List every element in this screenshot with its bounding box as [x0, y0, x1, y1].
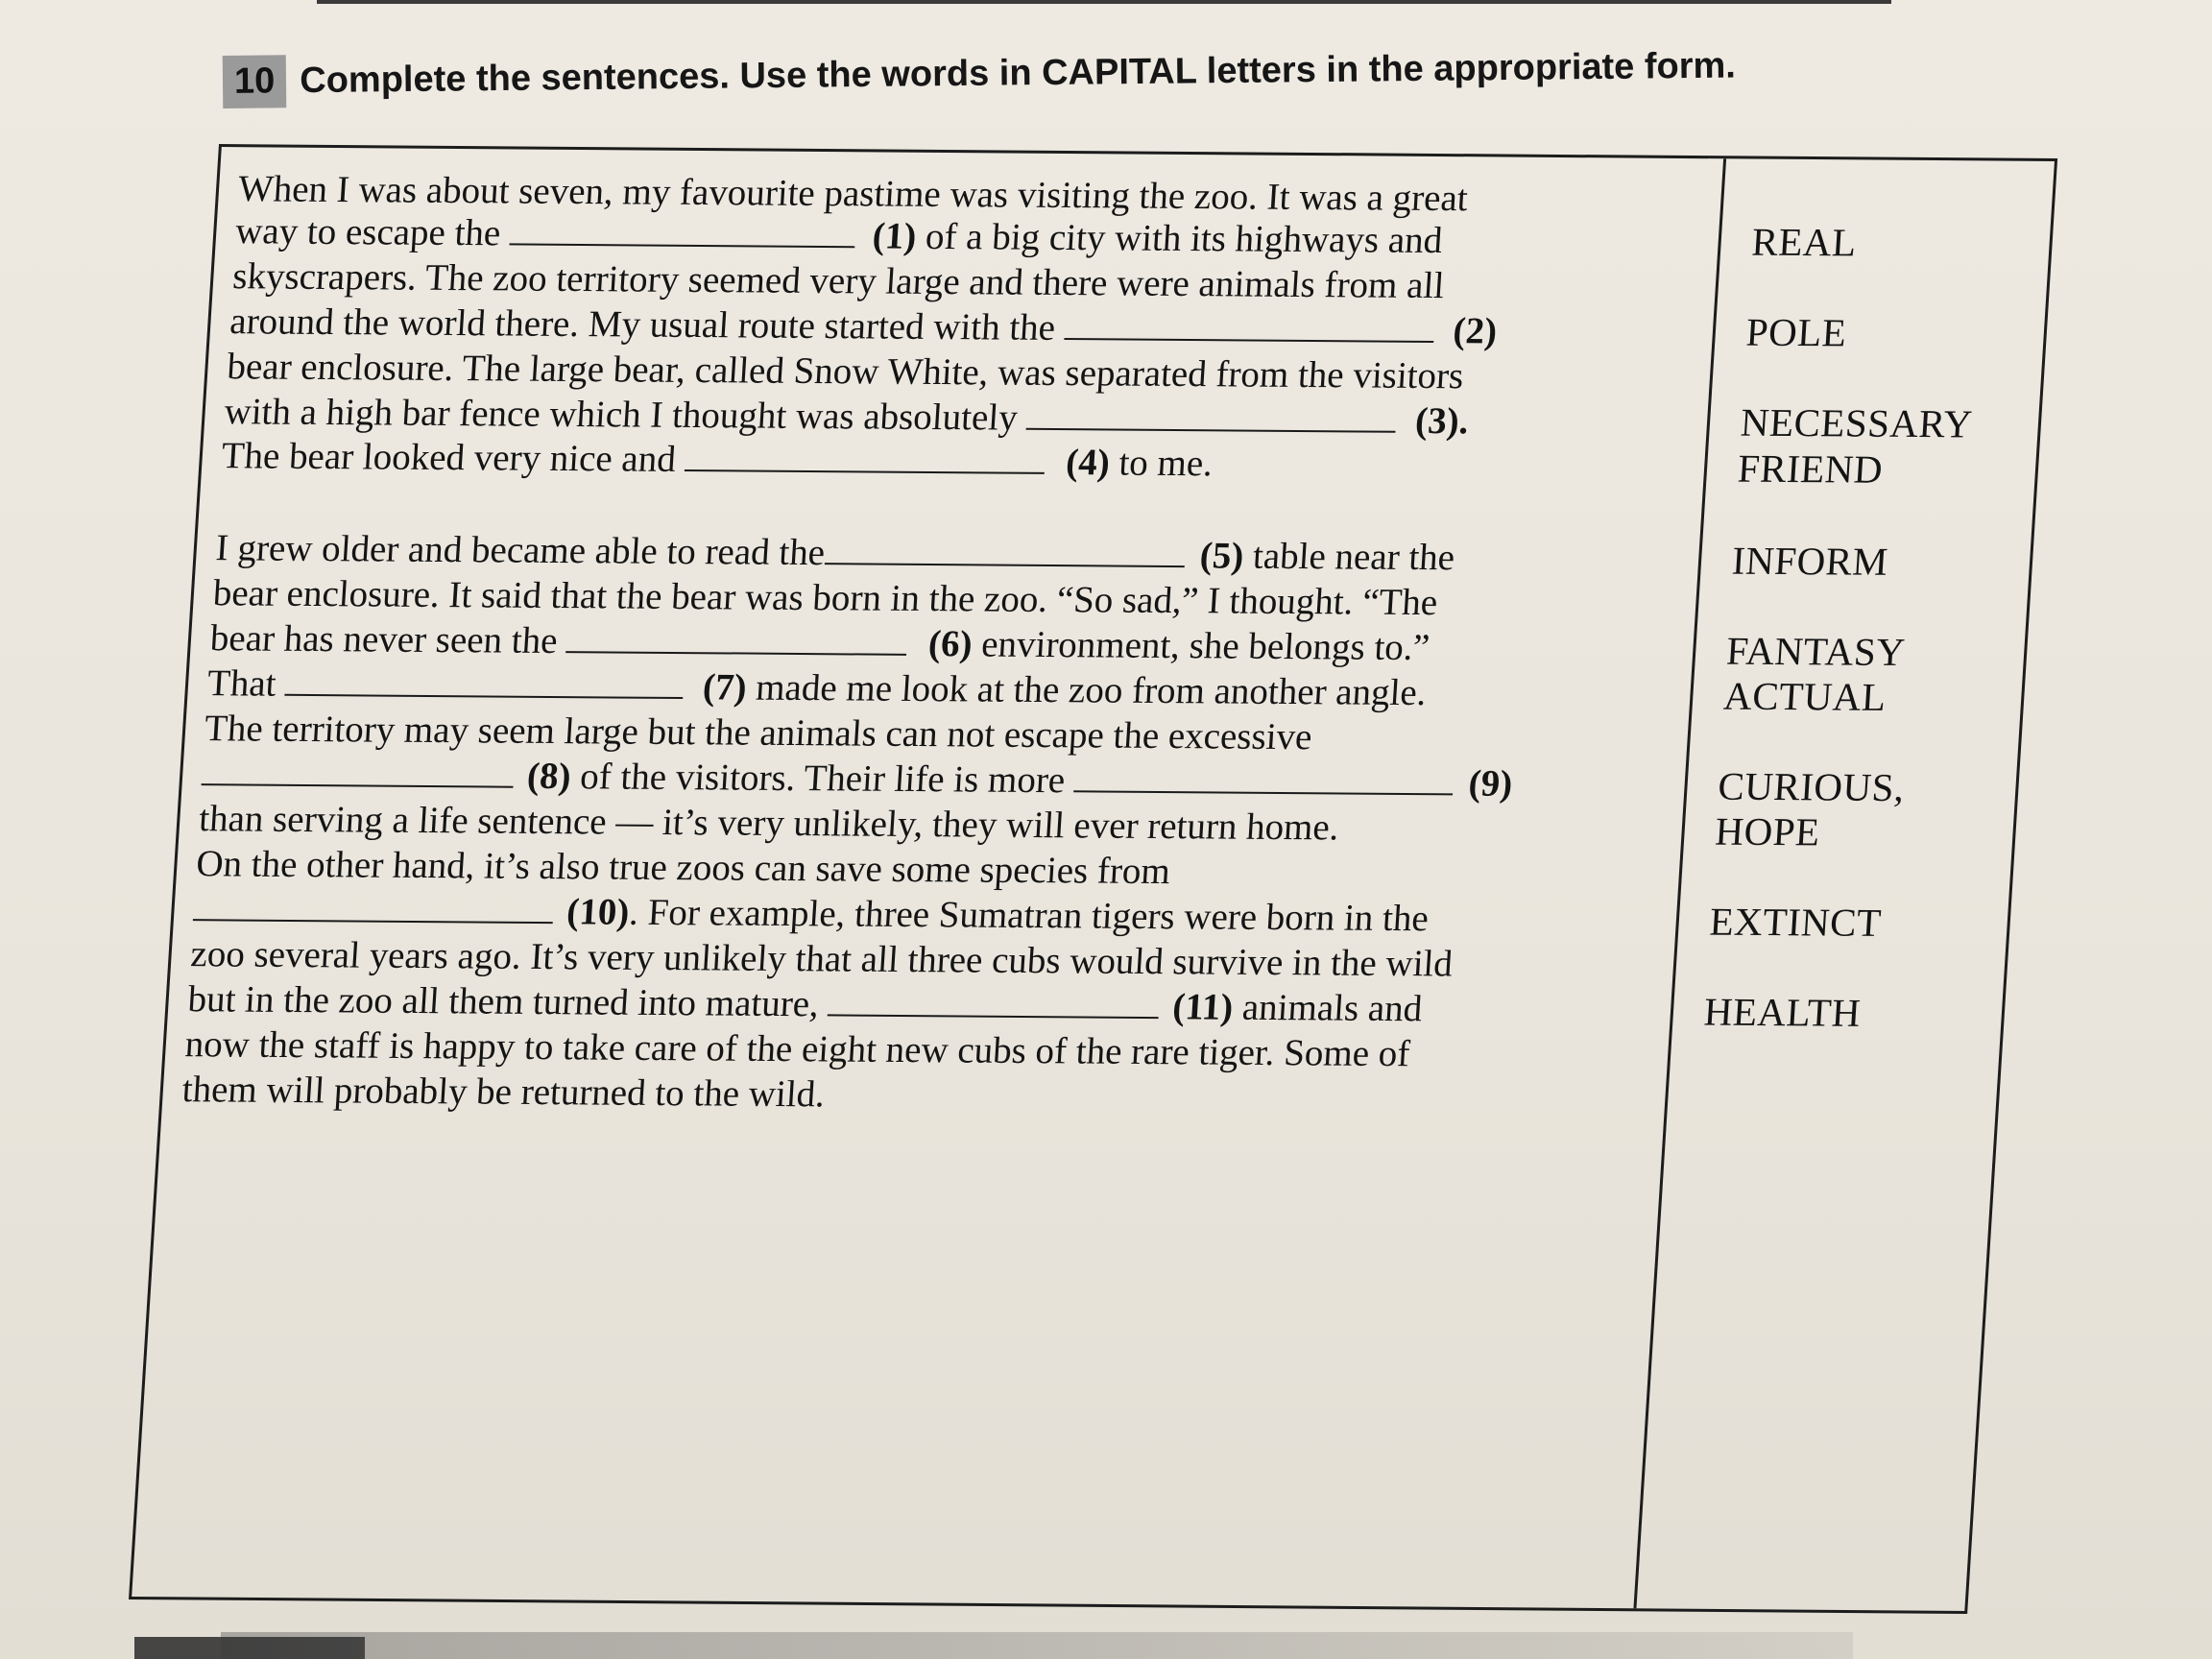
text-line: (10). For example, three Sumatran tigers were born in the	[192, 890, 1430, 937]
gap-number: (3)	[1413, 399, 1461, 443]
top-rule	[317, 0, 1891, 4]
word-actual: ACTUAL	[1721, 673, 1888, 719]
answer-blank-2[interactable]	[1064, 309, 1435, 343]
exercise-number: 10	[223, 55, 287, 108]
answer-blank-8[interactable]	[202, 755, 516, 788]
text-line: (8) of the visitors. Their life is more (9)	[201, 755, 1513, 803]
word-hope: HOPE	[1714, 808, 1822, 854]
column-divider	[1633, 158, 1726, 1608]
answer-blank-1[interactable]	[509, 214, 856, 248]
answer-blank-5[interactable]	[824, 534, 1186, 567]
text-line: than serving a life sentence — it’s very unlikely, they will ever return home.	[198, 798, 1340, 849]
gap-number: (7)	[701, 666, 748, 709]
word-friend: FRIEND	[1736, 445, 1885, 492]
answer-blank-3[interactable]	[1026, 399, 1398, 433]
gap-number: (1)	[871, 215, 918, 257]
gap-number: (10)	[565, 891, 631, 933]
text-line: skyscrapers. The zoo territory seemed very large and there were animals from all	[231, 255, 1446, 307]
text-line: with a high bar fence which I thought was absolutely (3).	[223, 391, 1470, 443]
gap-number: (5)	[1198, 535, 1245, 577]
text-line: The territory may seem large but the animals can not escape the excessive	[203, 708, 1313, 758]
word-real: REAL	[1750, 219, 1859, 265]
text-line: When I was about seven, my favourite pastime was visiting the zoo. It was a great	[236, 168, 1470, 220]
word-necessary: NECESSARY	[1739, 399, 1974, 446]
word-curious: CURIOUS,	[1717, 763, 1907, 810]
gap-number: (8)	[525, 755, 572, 798]
text-line: That (7) made me look at the zoo from another angle.	[205, 662, 1428, 714]
gap-number: (2)	[1452, 310, 1499, 352]
text-line: now the staff is happy to take care of the eight new cubs of the rare tiger. Some of	[183, 1023, 1411, 1075]
text-line: I grew older and became able to read the (5) table near the	[214, 527, 1456, 579]
answer-blank-9[interactable]	[1073, 761, 1455, 795]
text-line: bear enclosure. The large bear, called Snow White, was separated from the visitors	[226, 346, 1465, 397]
text-line: way to escape the (1) of a big city with its highways and	[234, 210, 1444, 262]
exercise-instruction: Complete the sentences. Use the words in CAPITAL letters in the appropriate form.	[300, 45, 1737, 102]
answer-blank-11[interactable]	[828, 985, 1161, 1019]
gap-number: (4)	[1065, 442, 1112, 484]
text-line: bear enclosure. It said that the bear was born in the zoo. “So sad,” I thought. “The	[211, 572, 1439, 624]
word-health: HEALTH	[1702, 989, 1863, 1035]
answer-blank-10[interactable]	[193, 890, 555, 924]
text-line: them will probably be returned to the wild.	[180, 1069, 827, 1116]
text-line: around the world there. My usual route started with the (2)	[228, 301, 1499, 352]
gap-number: (9)	[1467, 762, 1514, 805]
exercise-box	[129, 144, 2057, 1614]
gap-number: (11)	[1171, 986, 1235, 1028]
word-fantasy: FANTASY	[1724, 628, 1907, 675]
text-line: bear has never seen the (6) environment, she belongs to.”	[208, 617, 1431, 669]
word-inform: INFORM	[1730, 538, 1889, 584]
exercise-header	[223, 39, 1736, 108]
answer-blank-4[interactable]	[685, 441, 1046, 474]
text-line: but in the zoo all them turned into mature, (11) animals and	[186, 978, 1424, 1030]
word-pole: POLE	[1744, 309, 1848, 355]
text-line: On the other hand, it’s also true zoos can save some species from	[195, 843, 1172, 893]
gap-number: (6)	[926, 623, 974, 665]
text-line: The bear looked very nice and (4) to me.	[220, 435, 1214, 485]
text-line: zoo several years ago. It’s very unlikely that all three cubs would survive in the wild	[189, 933, 1455, 985]
answer-blank-7[interactable]	[285, 665, 685, 699]
answer-blank-6[interactable]	[566, 622, 909, 656]
word-extinct: EXTINCT	[1708, 899, 1884, 945]
next-exercise-heading-cutoff	[221, 1632, 1853, 1659]
